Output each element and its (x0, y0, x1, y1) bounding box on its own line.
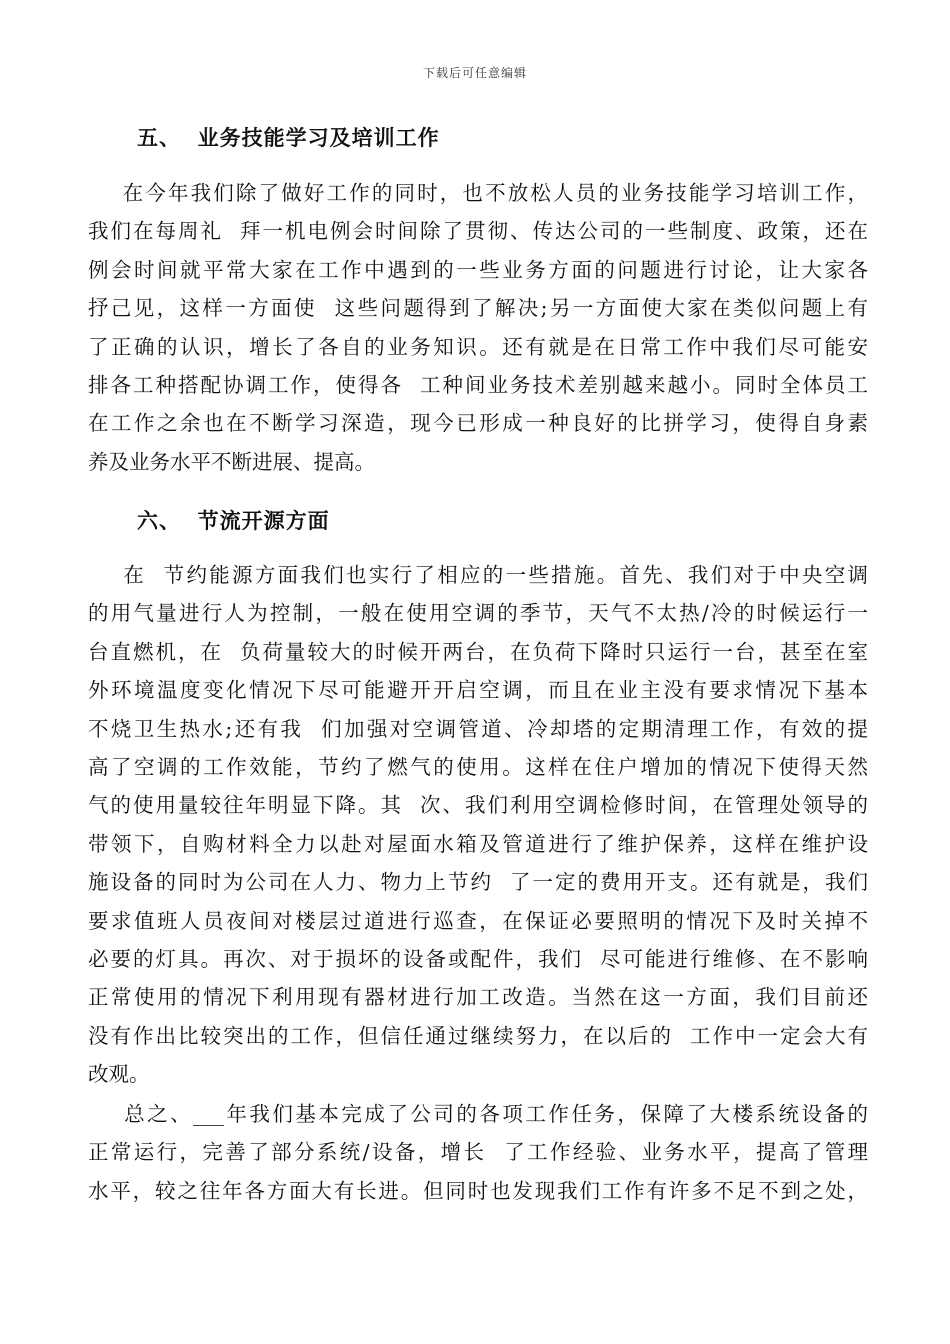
paragraph-line: 正常运行，完善了部分系统/设备，增长 了工作经验、业务水平，提高了管理 (88, 1140, 868, 1165)
paragraph-line: 外环境温度变化情况下尽可能避开开启空调，而且在业主没有要求情况下基本 (88, 678, 868, 703)
paragraph-line: 我们在每周礼 拜一机电例会时间除了贯彻、传达公司的一些制度、政策，还在 (88, 219, 868, 244)
paragraph-section-6 (88, 556, 868, 1093)
paragraph-line: 水平，较之往年各方面大有长进。但同时也发现我们工作有许多不足不到之处， (88, 1178, 868, 1203)
paragraph-line: 的用气量进行人为控制，一般在使用空调的季节，天气不太热/冷的时候运行一 (88, 601, 868, 626)
section-heading-5: 五、 业务技能学习及培训工作 (137, 125, 440, 150)
paragraph-line: 正常使用的情况下利用现有器材进行加工改造。当然在这一方面，我们目前还 (88, 985, 868, 1010)
paragraph-summary (88, 1095, 868, 1210)
paragraph-line: 例会时间就平常大家在工作中遇到的一些业务方面的问题进行讨论，让大家各 (88, 257, 868, 282)
paragraph-line: 抒己见，这样一方面使 这些问题得到了解决;另一方面使大家在类似问题上有 (88, 296, 868, 321)
paragraph-line: 在 节约能源方面我们也实行了相应的一些措施。首先、我们对于中央空调 (88, 563, 868, 587)
paragraph-line: 要求值班人员夜间对楼层过道进行巡查，在保证必要照明的情况下及时关掉不 (88, 908, 868, 933)
section-heading-6: 六、 节流开源方面 (137, 508, 330, 533)
paragraph-line: 施设备的同时为公司在人力、物力上节约 了一定的费用开支。还有就是，我们 (88, 870, 868, 895)
paragraph-line: 在今年我们除了做好工作的同时，也不放松人员的业务技能学习培训工作， (88, 181, 868, 205)
paragraph-line: 带领下，自购材料全力以赴对屋面水箱及管道进行了维护保养，这样在维护设 (88, 831, 868, 856)
page-header-note: 下载后可任意编辑 (422, 66, 527, 80)
paragraph-line: 气的使用量较往年明显下降。其 次、我们利用空调检修时间，在管理处领导的 (88, 793, 868, 818)
paragraph-line: 不烧卫生热水;还有我 们加强对空调管道、冷却塔的定期清理工作，有效的提 (88, 716, 868, 741)
paragraph-line: 养及业务水平不断进展、提高。 (88, 449, 375, 474)
paragraph-line: 没有作出比较突出的工作，但信任通过继续努力，在以后的 工作中一定会大有 (88, 1023, 868, 1048)
paragraph-line: 改观。 (88, 1062, 150, 1087)
paragraph-section-5 (88, 174, 868, 481)
paragraph-line: 排各工种搭配协调工作，使得各 工种间业务技术差别越来越小。同时全体员工 (88, 372, 868, 397)
paragraph-line: 在工作之余也在不断学习深造，现今已形成一种良好的比拼学习，使得自身素 (88, 411, 868, 436)
paragraph-line: 高了空调的工作效能，节约了燃气的使用。这样在住户增加的情况下使得天然 (88, 754, 868, 779)
paragraph-line: 总之、___年我们基本完成了公司的各项工作任务，保障了大楼系统设备的 (88, 1102, 868, 1126)
paragraph-line: 必要的灯具。再次、对于损坏的设备或配件，我们 尽可能进行维修、在不影响 (88, 946, 868, 971)
paragraph-line: 了正确的认识，增长了各自的业务知识。还有就是在日常工作中我们尽可能安 (88, 334, 868, 359)
paragraph-line: 台直燃机，在 负荷量较大的时候开两台，在负荷下降时只运行一台，甚至在室 (88, 639, 868, 664)
